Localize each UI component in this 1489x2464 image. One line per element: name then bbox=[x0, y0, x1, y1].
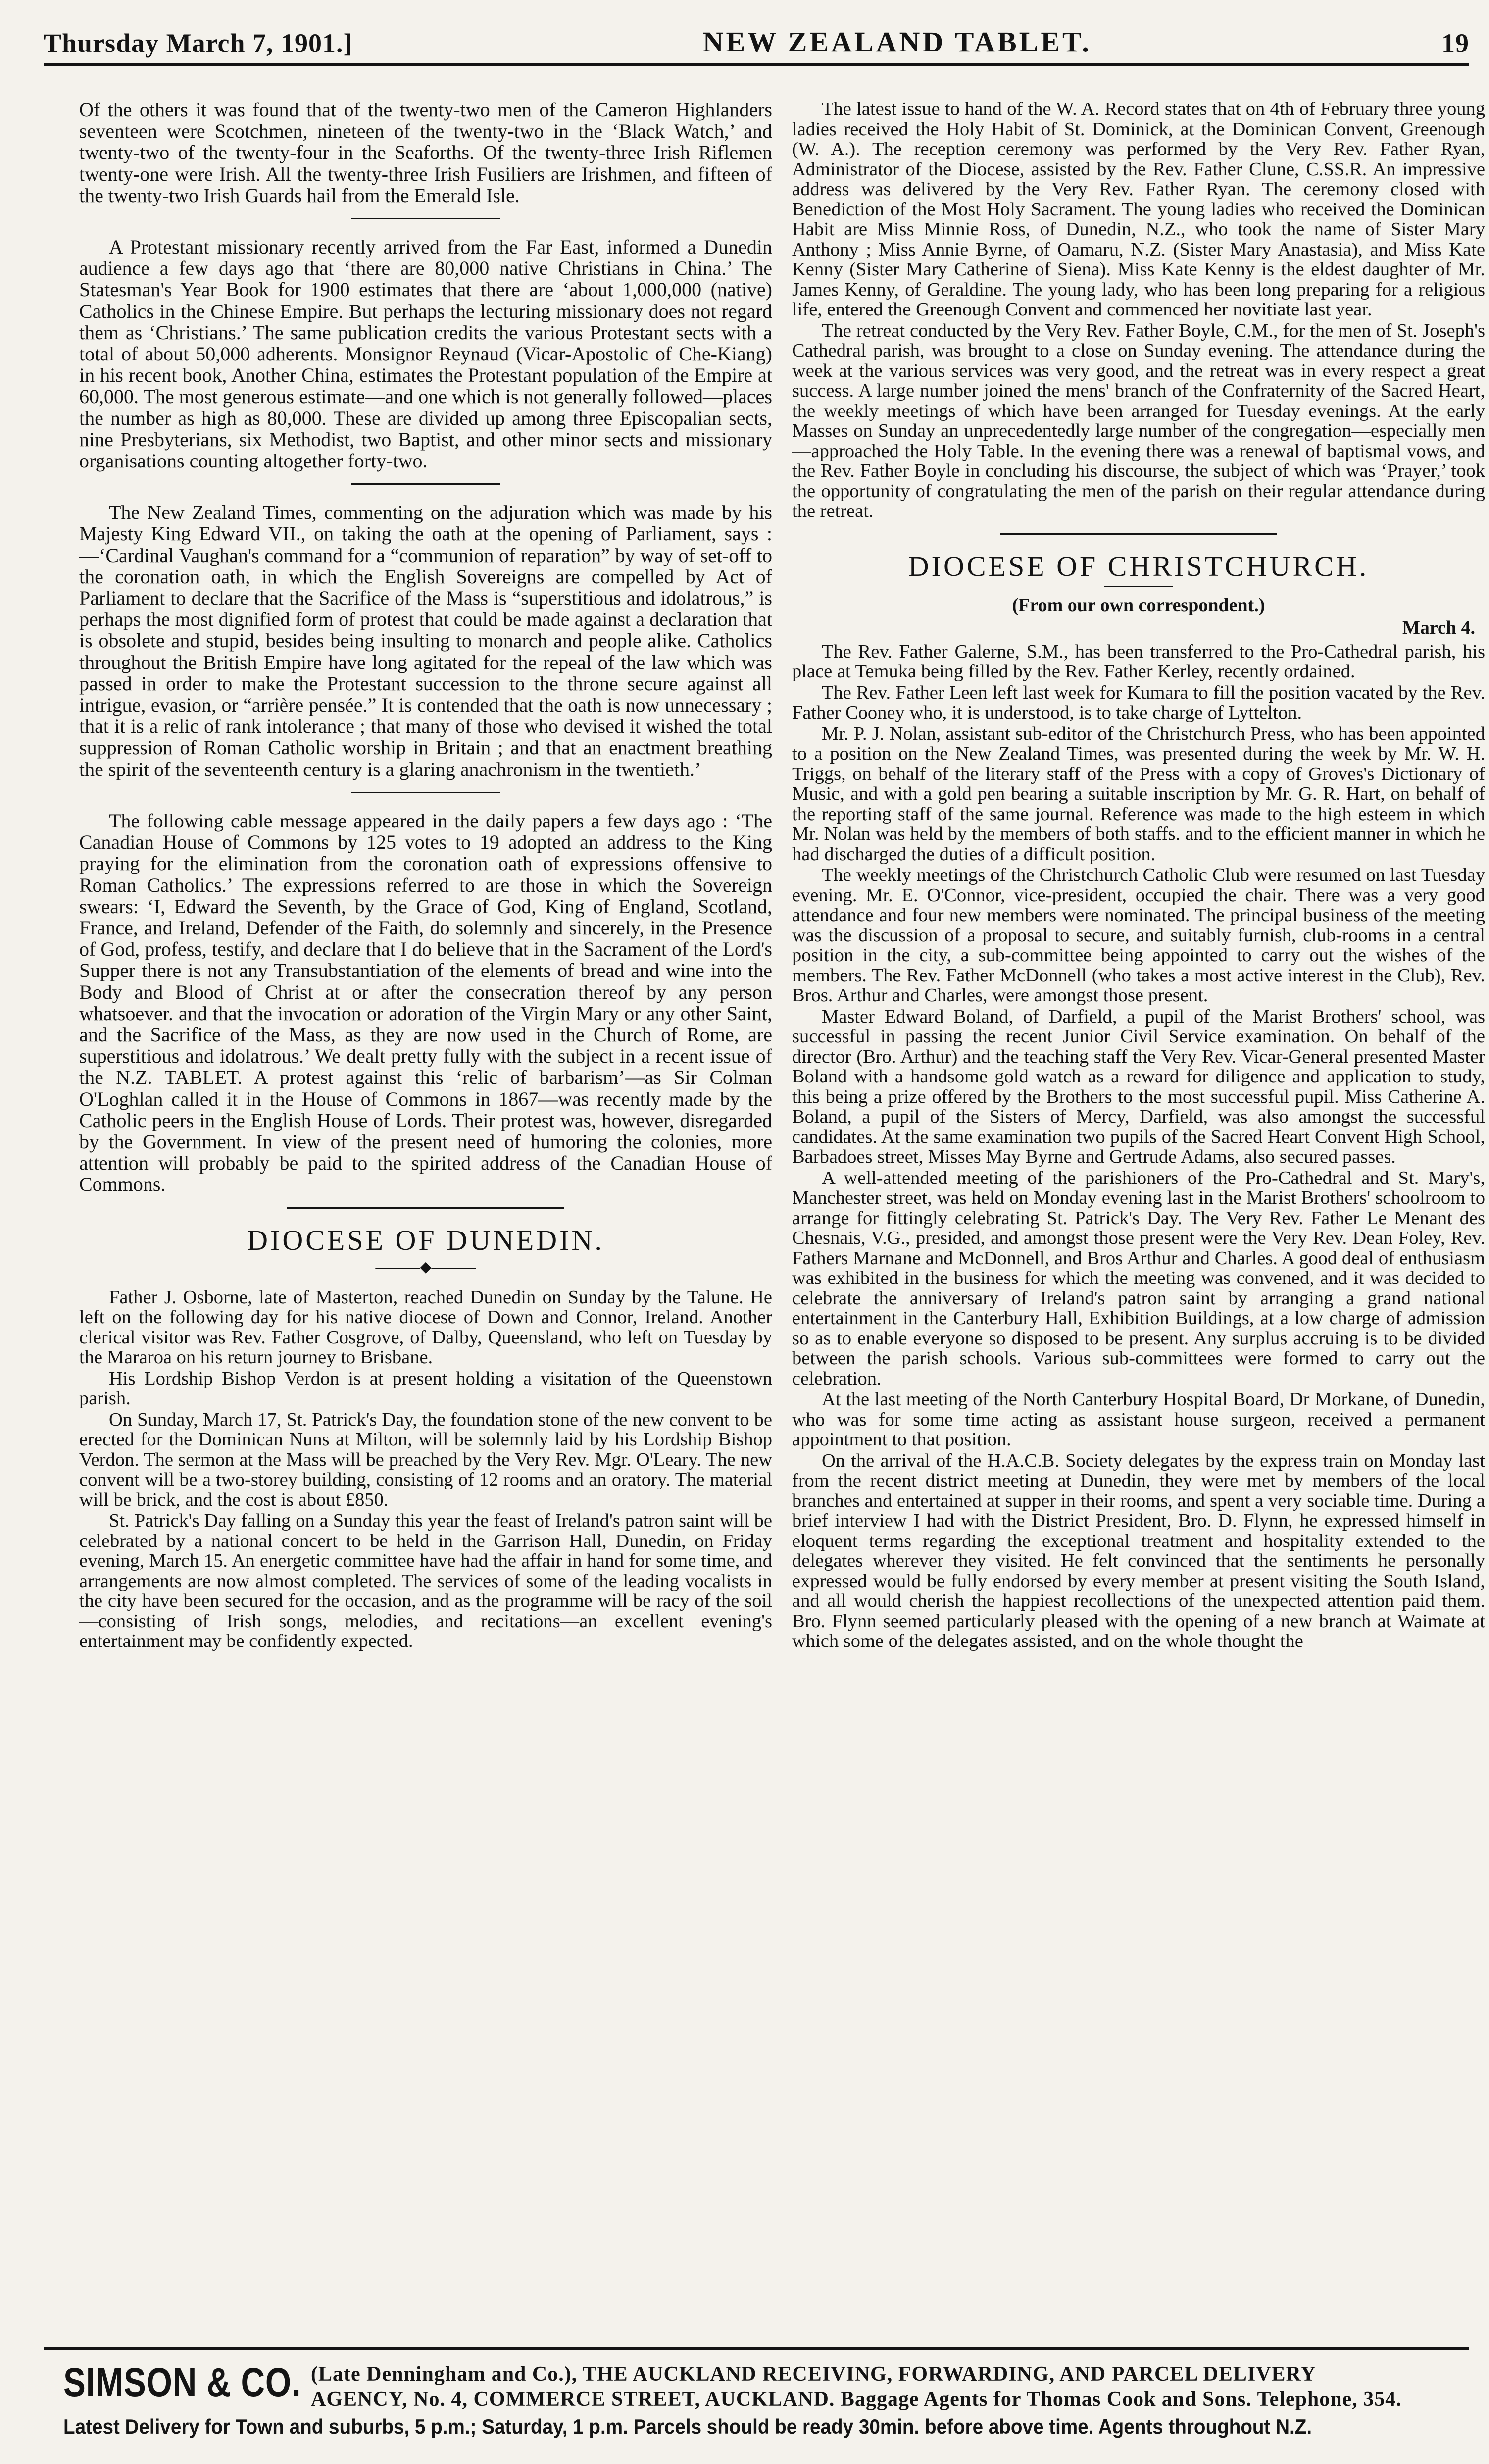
section-rule bbox=[1000, 533, 1277, 535]
section-rule bbox=[1104, 586, 1173, 587]
news-paragraph: A well-attended meeting of the parishioners of the Pro-Cathedral and St. Mary's, Manchester street, was held on Monday evening last in the Marist Brothers' schoolroom to arrange for fittingly celebrating St. Patrick's Day. The Very Rev. Father Le Menant des Chesnais, V.G., presided, and amongst those present were the Very Rev. Dean Foley, Rev. Fathers Marnane and McDonnell, and Bros Arthur and Charles. A good deal of enthusiasm was exhibited in the business for which the meeting was convened, and it was decided to celebrate the anniversary of Ireland's patron saint by arranging a grand national entertainment in the Canterbury Hall, Exhibition Buildings, at a low charge of admission so as to enable everyone so disposed to be present. Any surplus accruing is to be divided between the parish schools. Various sub-committees were formed to carry out the celebration. bbox=[792, 1167, 1485, 1389]
news-paragraph: The Rev. Father Leen left last week for Kumara to fill the position vacated by the Rev. Father Cooney who, it is understood, is to take charge of Lyttelton. bbox=[792, 682, 1485, 723]
news-paragraph: Mr. P. J. Nolan, assistant sub-editor of the Christchurch Press, who has been appointed to a position on the New Zealand Times, was presented during the week by Mr. W. H. Triggs, on behalf of the literary staff of the Press with a copy of Groves's Dictionary of Music, and with a gold pen bearing a suitable inscription by Mr. G. R. Hart, on behalf of the reporting staff of the same journal. Reference was made to the high esteem in which Mr. Nolan was held by the members of both staffs. and to the efficient manner in which he had discharged the duties of a difficult position. bbox=[792, 723, 1485, 865]
section-rule bbox=[287, 1207, 564, 1209]
advert-line: (Late Denningham and Co.), THE AUCKLAND RECEIVING, FORWARDING, AND PARCEL DELIVERY bbox=[311, 2363, 1316, 2386]
news-paragraph: The retreat conducted by the Very Rev. Father Boyle, C.M., for the men of St. Joseph's Cathedral parish, was brought to a close on Sunday evening. The attendance during the week at the various services was very good, and the retreat was in every respect a great success. A large number joined the mens' branch of the Confraternity of the Sacred Heart, the weekly meetings of which have been arranged for Tuesday evenings. At the early Masses on Sunday an unprecedentedly large number of the congregation—especially men—approached the Holy Table. In the evening there was a renewal of baptismal vows, and the Rev. Father Boyle in concluding his discourse, the subject of which was ‘Prayer,’ took the opportunity of congratulating the men of the parish on their regular attendance during the retreat. bbox=[792, 320, 1485, 521]
diamond-ornament-icon: ———◆——— bbox=[375, 1258, 476, 1275]
christchurch-heading: DIOCESE OF CHRISTCHURCH. bbox=[908, 550, 1369, 582]
article-paragraph: The following cable message appeared in the daily papers a few days ago : ‘The Canadian House of Commons by 125 votes to 19 adopted an address to the King praying for the elimination from the coronation oath of expressions offensive to Roman Catholics.’ The expressions referred to are those in which the Sovereign swears: ‘I, Edward the Seventh, by the Grace of God, King of England, Scotland, France, and Ireland, Defender of the Faith, do solemnly and sincerely, in the Presence of God, profess, testify, and declare that I do believe that in the Sacrament of the Lord's Supper there is not any Transubstantiation of the elements of bread and wine into the Body and Blood of Christ at or after the consecration thereof by any person whatsoever. and that the invocation or adoration of the Virgin Mary or any other Saint, and the Sacrifice of the Mass, as they are now used in the Church of Rome, are superstitious and idolatrous.’ We dealt pretty fully with the subject in a recent issue of the N.Z. TABLET. A protest against this ‘relic of barbarism’—as Sir Colman O'Loghlan called it in the House of Commons in 1867—was recently made by the Catholic peers in the English House of Lords. Their protest was, however, disregarded by the Government. In view of the present need of humoring the colonies, more attention will probably be paid to the spirited address of the Canadian House of Commons. bbox=[79, 809, 772, 1196]
news-paragraph: The Rev. Father Galerne, S.M., has been transferred to the Pro-Cathedral parish, his place at Temuka being filled by the Rev. Father Kerley, recently ordained. bbox=[792, 641, 1485, 682]
section-rule bbox=[351, 218, 500, 219]
issue-date: Thursday March 7, 1901.] bbox=[44, 28, 353, 58]
news-paragraph: Master Edward Boland, of Darfield, a pupil of the Marist Brothers' school, was successful in passing the recent Junior Civil Service examination. On behalf of the director (Bro. Arthur) and the teaching staff the Very Rev. Vicar-General presented Master Boland with a handsome gold watch as a reward for diligence and application to study, this being a prize offered by the Brothers to the most successful pupil. Miss Catherine A. Boland, a pupil of the Sisters of Mercy, Darfield, was also amongst the successful candidates. At the same examination two pupils of the Sacred Heart Convent High School, Barbadoes street, Misses May Byrne and Gertrude Adams, also secured passes. bbox=[792, 1006, 1485, 1167]
section-rule bbox=[351, 792, 500, 793]
advert-brand: SIMSON & CO. bbox=[63, 2360, 301, 2405]
advertisement bbox=[44, 2347, 1469, 2446]
news-paragraph: On the arrival of the H.A.C.B. Society delegates by the express train on Monday last from the recent district meeting at Dunedin, they were met by members of the local branches and entertained at supper in their rooms, and spent a very sociable time. During a brief interview I had with the District President, Bro. D. Flynn, he expressed himself in eloquent terms regarding the exceptional treatment and hospitality extended to the delegates wherever they visited. He felt convinced that the sentiments he personally expressed would be fully endorsed by every member at present visiting the South Island, and all would cherish the happiest recollections of the unexpected attention paid them. Bro. Flynn seemed particularly pleased with the opening of a new branch at Waimate at which some of the delegates assisted, and on the whole thought the bbox=[792, 1450, 1485, 1651]
correspondent-line: (From our own correspondent.) bbox=[1012, 594, 1265, 616]
left-column bbox=[79, 99, 772, 2308]
section-rule bbox=[351, 483, 500, 485]
advert-line: AGENCY, No. 4, COMMERCE STREET, AUCKLAND. Baggage Agents for Thomas Cook and Sons. Telephone, 354. bbox=[311, 2388, 1402, 2411]
news-paragraph: At the last meeting of the North Canterbury Hospital Board, Dr Morkane, of Dunedin, who was for some time acting as assistant house surgeon, received a permanent appointment to that position. bbox=[792, 1389, 1485, 1450]
news-paragraph: His Lordship Bishop Verdon is at present holding a visitation of the Queenstown parish. bbox=[79, 1368, 772, 1409]
article-paragraph: The New Zealand Times, commenting on the adjuration which was made by his Majesty King Edward VII., on taking the oath at the opening of Parliament, says :—‘Cardinal Vaughan's command for a “communion of reparation” by way of set-off to the coronation oath, in which the English Sovereigns are compelled by Act of Parliament to declare that the Sacrifice of the Mass is “superstitious and idolatrous,” is perhaps the most dignified form of protest that could be made against a declaration that is obsolete and stupid, besides being insulting to monarch and people alike. Catholics throughout the British Empire have long agitated for the repeal of the law which was passed in order to make the Protestant succession to the throne secure against all intrigue, evasion, or “arrière pensée.” It is contended that the oath is now unnecessary ; that it is a relic of rank intolerance ; that many of those who devised it wished the total suppression of Roman Catholic worship in Britain ; and that an enactment breathing the spirit of the seventeenth century is a glaring anachronism in the twentieth.’ bbox=[79, 501, 772, 780]
news-paragraph: On Sunday, March 17, St. Patrick's Day, the foundation stone of the new convent to be erected for the Dominican Nuns at Milton, will be solemnly laid by his Lordship Bishop Verdon. The sermon at the Mass will be preached by the Very Rev. Mgr. O'Leary. The new convent will be a two-storey building, consisting of 12 rooms and an oratory. The material will be brick, and the cost is about £850. bbox=[79, 1409, 772, 1510]
news-paragraph: St. Patrick's Day falling on a Sunday this year the feast of Ireland's patron saint will be celebrated by a national concert to be held in the Garrison Hall, Dunedin, on Friday evening, March 15. An energetic committee have had the affair in hand for some time, and arrangements are now almost completed. The services of some of the leading vocalists in the city have been secured for the occasion, and as the programme will be racy of the soil—consisting of Irish songs, melodies, and recitations—an excellent evening's entertainment may be confidently expected. bbox=[79, 1510, 772, 1652]
page-number: 19 bbox=[1441, 28, 1469, 58]
right-column bbox=[792, 99, 1485, 2308]
article-paragraph: A Protestant missionary recently arrived from the Far East, informed a Dunedin audience a few days ago that ‘there are 80,000 native Christians in China.’ The Statesman's Year Book for 1900 estimates that there are ‘about 1,000,000 (native) Catholics in the Chinese Empire. But perhaps the lecturing missionary does not regard them as ‘Christians.’ The same publication credits the various Protestant sects with a total of about 50,000 adherents. Monsignor Reynaud (Vicar-Apostolic of Che-Kiang) in his recent book, Another China, estimates the Protestant population of the Empire at 60,000. The most generous estimate—and one which is not generally followed—places the number as high as 80,000. These are divided up among three Episcopalian sects, nine Presbyterians, six Methodist, two Baptist, and other minor sects and missionary organisations counting altogether forty-two. bbox=[79, 236, 772, 472]
news-paragraph: Father J. Osborne, late of Masterton, reached Dunedin on Sunday by the Talune. He left on the following day for his native diocese of Down and Connor, Ireland. Another clerical visitor was Rev. Father Cosgrove, of Dalby, Queensland, who left on Tuesday by the Mararoa on his return journey to Brisbane. bbox=[79, 1286, 772, 1368]
news-paragraph: The latest issue to hand of the W. A. Record states that on 4th of February three young ladies received the Holy Habit of St. Dominick, at the Dominican Convent, Greenough (W. A.). The reception ceremony was performed by the Very Rev. Father Ryan, Administrator of the Diocese, assisted by the Rev. Father Clune, C.SS.R. An impressive address was delivered by the Very Rev. Father Ryan. The ceremony closed with Benediction of the Most Holy Sacrament. The young ladies who received the Dominican Habit are Miss Minnie Ross, of Dunedin, N.Z., who took the name of Sister Mary Anthony ; Miss Annie Byrne, of Oamaru, N.Z. (Sister Mary Anastasia), and Miss Kate Kenny (Sister Mary Catherine of Siena). Miss Kate Kenny is the eldest daughter of Mr. James Kenny, of Geraldine. The young lady, who has been long preparing for a religious life, entered the Greenough Convent and commenced her novitiate last year. bbox=[792, 99, 1485, 320]
news-paragraph: The weekly meetings of the Christchurch Catholic Club were resumed on last Tuesday evening. Mr. E. O'Connor, vice-president, occupied the chair. There was a very good attendance and four new members were nominated. The principal business of the meeting was the discussion of a proposal to secure, and suitably furnish, club-rooms in a central position in the city, a sub-committee being appointed to carry out the wishes of the members. The Rev. Father McDonnell (who takes a most active interest in the Club), Rev. Bros. Arthur and Charles, were amongst those present. bbox=[792, 865, 1485, 1006]
newspaper-title: NEW ZEALAND TABLET. bbox=[702, 26, 1092, 58]
dunedin-heading: DIOCESE OF DUNEDIN. bbox=[247, 1224, 604, 1256]
dateline: March 4. bbox=[1402, 617, 1475, 638]
masthead bbox=[44, 7, 1469, 66]
advert-line: Latest Delivery for Town and suburbs, 5 p.m.; Saturday, 1 p.m. Parcels should be ready 30min. before above time. Agents throughout N.Z. bbox=[63, 2415, 1312, 2438]
article-paragraph: Of the others it was found that of the twenty-two men of the Cameron Highlanders seventeen were Scotchmen, nineteen of the twenty-two in the ‘Black Watch,’ and twenty-two of the twenty-four in the Seaforths. Of the twenty-three Irish Riflemen twenty-one were Irish. All the twenty-three Irish Fusiliers are Irishmen, and fifteen of the twenty-two Irish Guards hail from the Emerald Isle. bbox=[79, 99, 772, 206]
